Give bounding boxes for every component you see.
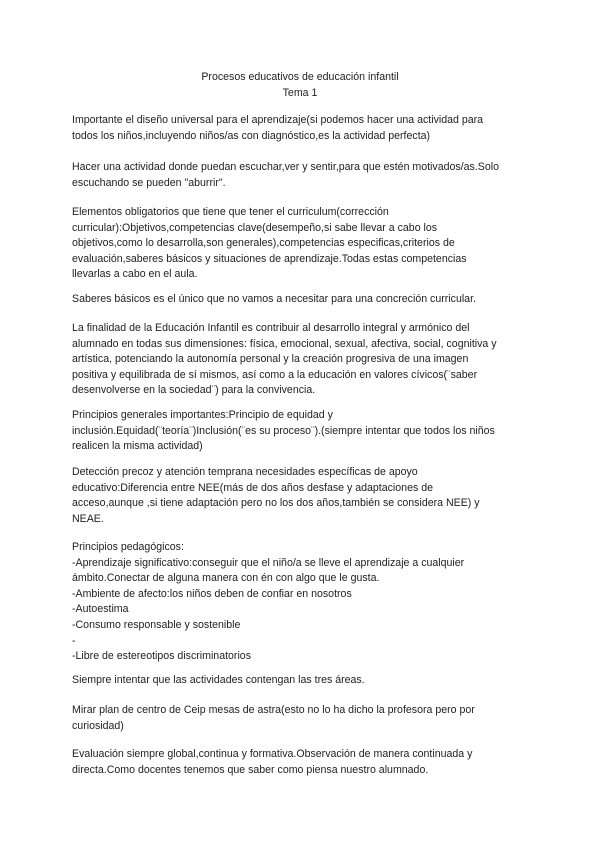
text-line: Principios generales importantes:Principio de equidad y <box>72 409 333 421</box>
text-line: Saberes básicos es el único que no vamos a necesitar para una concreción curricular. <box>72 293 476 305</box>
paragraph-general-principles <box>72 408 532 455</box>
paragraph-evaluation-note <box>72 747 532 778</box>
text-line: -Libre de estereotipos discriminatorios <box>72 650 251 663</box>
text-line: escuchando se pueden "aburrir". <box>72 176 226 189</box>
text-line: curiosidad) <box>72 719 124 732</box>
text-line: ámbito.Conectar de alguna manera con én con algo que le gusta. <box>72 572 380 585</box>
text-line: NEAE. <box>72 512 104 525</box>
text-line: positiva y equilibrada de sí mismos, así como a la educación en valores cívicos(¨saber <box>72 368 478 381</box>
title-line: Procesos educativos de educación infantil <box>201 71 399 83</box>
text-line: Evaluación siempre global,continua y formativa.Observación de manera continuada y <box>72 748 473 760</box>
paragraph-early-detection <box>72 465 532 527</box>
text-line: Elementos obligatorios que tiene que tener el curriculum(corrección <box>72 206 389 218</box>
text-line: educativo:Diferencia entre NEE(más de dos años desfase y adaptaciones de <box>72 481 433 494</box>
text-line: evaluación,saberes básicos y situaciones de aprendizaje.Todas estas competencias <box>72 252 467 265</box>
text-line: - <box>72 634 76 647</box>
text-line: -Autoestima <box>72 603 129 616</box>
document-title <box>0 70 600 101</box>
text-line: -Aprendizaje significativo:conseguir que el niño/a se lleve el aprendizaje a cualquier <box>72 556 465 569</box>
text-line: realicen la misma actividad) <box>72 440 203 453</box>
paragraph-curriculum-elements <box>72 205 532 283</box>
paragraph-purpose-paragraph <box>72 321 532 399</box>
text-line: acceso,aunque ,si tiene adaptación pero no los dos años,también se considera NEE) y <box>72 497 480 510</box>
text-line: Mirar plan de centro de Ceip mesas de astra(esto no lo ha dicho la profesora pero por <box>72 704 475 716</box>
subtitle-line: Tema 1 <box>282 86 318 99</box>
text-line: artística, potenciando la autonomía personal y la creación progresiva de una imagen <box>72 353 469 366</box>
text-line: Siempre intentar que las actividades contengan las tres áreas. <box>72 674 365 686</box>
text-line: directa.Como docentes tenemos que saber como piensa nuestro alumnado. <box>72 763 429 776</box>
text-line: desenvolverse en la sociedad¨) para la convivencia. <box>72 384 316 397</box>
text-line: todos los niños,incluyendo niños/as con diagnóstico,es la actividad perfecta) <box>72 129 431 142</box>
text-line: -Ambiente de afecto:los niños deben de confiar en nosotros <box>72 587 352 600</box>
text-line: -Consumo responsable y sostenible <box>72 618 241 631</box>
text-line: objetivos,como lo desarrolla,son generales),competencias especificas,criterios de <box>72 237 455 250</box>
text-line: alumnado en todas sus dimensiones: física, emocional, sexual, afectiva, social, cognitiva y <box>72 337 497 350</box>
paragraph-activity-note <box>72 160 532 191</box>
paragraph-school-plan-note <box>72 703 532 734</box>
text-line: Principios pedagógicos: <box>72 541 184 553</box>
text-line: inclusión.Equidad(¨teoría¨)Inclusión(¨es su proceso¨).(siempre intentar que todos los niños <box>72 424 495 437</box>
text-line: La finalidad de la Educación Infantil es contribuir al desarrollo integral y armónico del <box>72 322 470 334</box>
text-line: Detección precoz y atención temprana necesidades específicas de apoyo <box>72 466 418 478</box>
paragraph-three-areas-note <box>72 673 532 689</box>
text-line: curricular):Objetivos,competencias clave(desempeño,si sabe llevar a cabo los <box>72 221 438 234</box>
text-line: llevarlas a cabo en el aula. <box>72 268 198 281</box>
paragraph-basic-knowledge <box>72 292 532 308</box>
paragraph-pedagogical-principles <box>72 540 532 665</box>
paragraph-udl-note <box>72 113 532 144</box>
text-line: Importante el diseño universal para el aprendizaje(si podemos hacer una actividad para <box>72 114 484 126</box>
text-line: Hacer una actividad donde puedan escuchar,ver y sentir,para que estén motivados/as.Solo <box>72 161 499 173</box>
